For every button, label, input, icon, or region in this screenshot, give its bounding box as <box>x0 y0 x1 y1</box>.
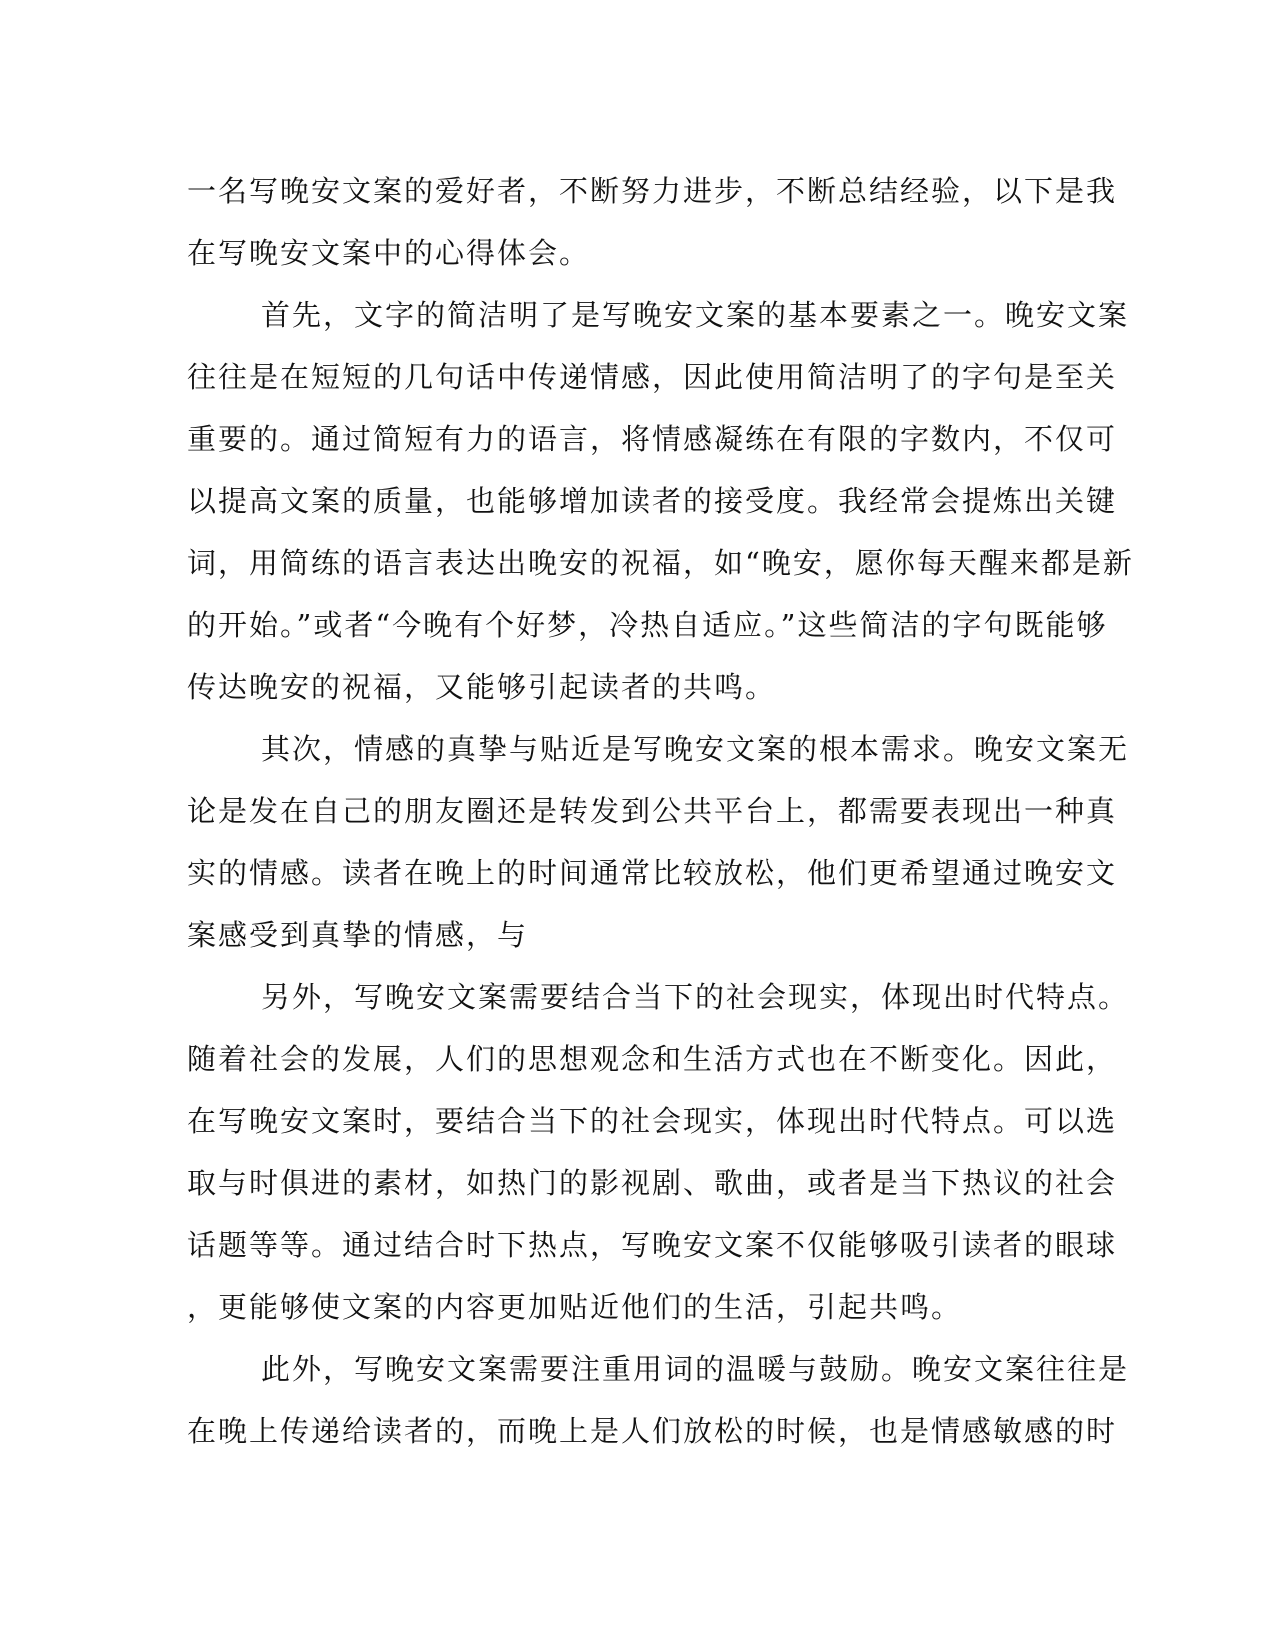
paragraph-warmth <box>187 1338 1130 1462</box>
text-line: 传达晚安的祝福，又能够引起读者的共鸣。 <box>187 670 777 704</box>
text-line: 往往是在短短的几句话中传递情感，因此使用简洁明了的字句是至关 <box>187 360 1118 394</box>
text-line: 在写晚安文案中的心得体会。 <box>187 236 591 270</box>
paragraph-social-reality <box>187 966 1130 1338</box>
paragraph-sincerity <box>187 718 1130 966</box>
text-line: 另外，写晚安文案需要结合当下的社会现实，体现出时代特点。 <box>261 980 1130 1014</box>
text-line: 话题等等。通过结合时下热点，写晚安文案不仅能够吸引读者的眼球 <box>187 1228 1118 1262</box>
text-line: 以提高文案的质量，也能够增加读者的接受度。我经常会提炼出关键 <box>187 484 1118 518</box>
text-line: 取与时俱进的素材，如热门的影视剧、歌曲，或者是当下热议的社会 <box>187 1166 1118 1200</box>
text-line: 首先，文字的简洁明了是写晚安文案的基本要素之一。晚安文案 <box>261 298 1130 332</box>
text-line: 此外，写晚安文案需要注重用词的温暖与鼓励。晚安文案往往是 <box>261 1352 1130 1386</box>
text-line: 在晚上传递给读者的，而晚上是人们放松的时候，也是情感敏感的时 <box>187 1414 1118 1448</box>
text-line: 实的情感。读者在晚上的时间通常比较放松，他们更希望通过晚安文 <box>187 856 1118 890</box>
text-line: 的开始。”或者“今晚有个好梦，冷热自适应。”这些简洁的字句既能够 <box>187 608 1108 642</box>
text-line: 其次，情感的真挚与贴近是写晚安文案的根本需求。晚安文案无 <box>261 732 1130 766</box>
text-line: 一名写晚安文案的爱好者，不断努力进步，不断总结经验，以下是我 <box>187 174 1118 208</box>
paragraph-conciseness <box>187 284 1134 718</box>
text-line: 随着社会的发展，人们的思想观念和生活方式也在不断变化。因此， <box>187 1042 1118 1076</box>
text-line: 重要的。通过简短有力的语言，将情感凝练在有限的字数内，不仅可 <box>187 422 1118 456</box>
text-line: 论是发在自己的朋友圈还是转发到公共平台上，都需要表现出一种真 <box>187 794 1118 828</box>
document-body <box>187 160 1134 1462</box>
text-line: ，更能够使文案的内容更加贴近他们的生活，引起共鸣。 <box>187 1290 963 1324</box>
text-line: 在写晚安文案时，要结合当下的社会现实，体现出时代特点。可以选 <box>187 1104 1118 1138</box>
paragraph-intro <box>187 160 1118 284</box>
text-line: 案感受到真挚的情感，与 <box>187 918 529 952</box>
text-line: 词，用简练的语言表达出晚安的祝福，如“晚安，愿你每天醒来都是新 <box>187 546 1134 580</box>
